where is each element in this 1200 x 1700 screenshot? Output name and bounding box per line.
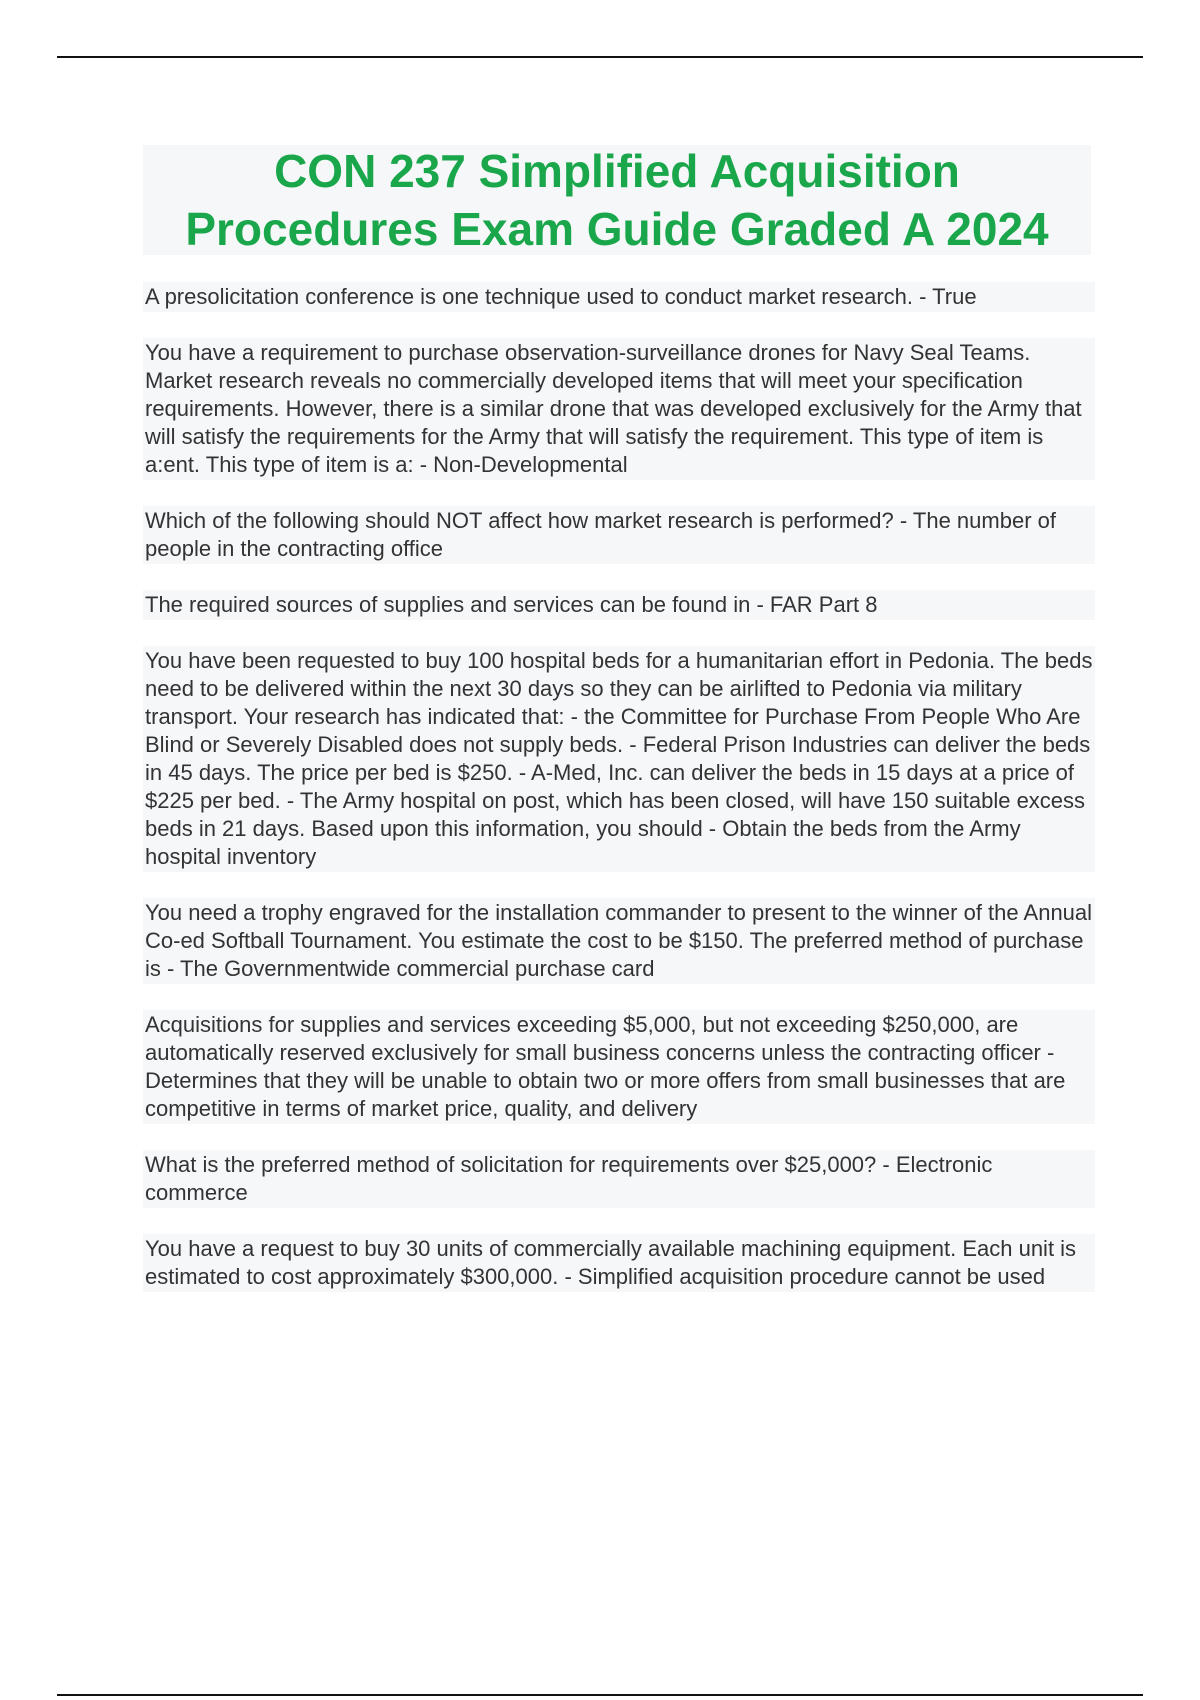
- qa-item: The required sources of supplies and services can be found in - FAR Part 8: [143, 590, 1095, 620]
- qa-item: You have a request to buy 30 units of commercially available machining equipment. Each unit is estimated to cost approximately $300,000. - Simplified acquisition procedure cannot be used: [143, 1234, 1095, 1292]
- qa-item: Which of the following should NOT affect how market research is performed? - The number of people in the contracting office: [143, 506, 1095, 564]
- qa-item: Acquisitions for supplies and services exceeding $5,000, but not exceeding $250,000, are automatically reserved exclusively for small business concerns unless the contracting officer - Determines that they will be unable to obtain two or more offers from small businesses that are competitive in terms of market price, quality, and delivery: [143, 1010, 1095, 1124]
- qa-list: [143, 282, 1095, 1318]
- document-title: CON 237 Simplified Acquisition Procedures Exam Guide Graded A 2024: [185, 145, 1049, 255]
- qa-item: You have been requested to buy 100 hospital beds for a humanitarian effort in Pedonia. The beds need to be delivered within the next 30 days so they can be airlifted to Pedonia via military transport. Your research has indicated that: - the Committee for Purchase From People Who Are Blind or Severely Disabled does not supply beds. - Federal Prison Industries can deliver the beds in 45 days. The price per bed is $250. - A-Med, Inc. can deliver the beds in 15 days at a price of $225 per bed. - The Army hospital on post, which has been closed, will have 150 suitable excess beds in 21 days. Based upon this information, you should - Obtain the beds from the Army hospital inventory: [143, 646, 1095, 872]
- title-banner: [143, 145, 1091, 255]
- qa-item: You have a requirement to purchase observation-surveillance drones for Navy Seal Teams. Market research reveals no commercially developed items that will meet your specification requirements. However, there is a similar drone that was developed exclusively for the Army that will satisfy the requirements for the Army that will satisfy the requirement. This type of item is a:ent. This type of item is a: - Non-Developmental: [143, 338, 1095, 480]
- qa-item: You need a trophy engraved for the installation commander to present to the winner of the Annual Co-ed Softball Tournament. You estimate the cost to be $150. The preferred method of purchase is - The Governmentwide commercial purchase card: [143, 898, 1095, 984]
- bottom-rule: [57, 1694, 1143, 1696]
- qa-item: A presolicitation conference is one technique used to conduct market research. - True: [143, 282, 1095, 312]
- top-rule: [57, 56, 1143, 58]
- qa-item: What is the preferred method of solicitation for requirements over $25,000? - Electronic commerce: [143, 1150, 1095, 1208]
